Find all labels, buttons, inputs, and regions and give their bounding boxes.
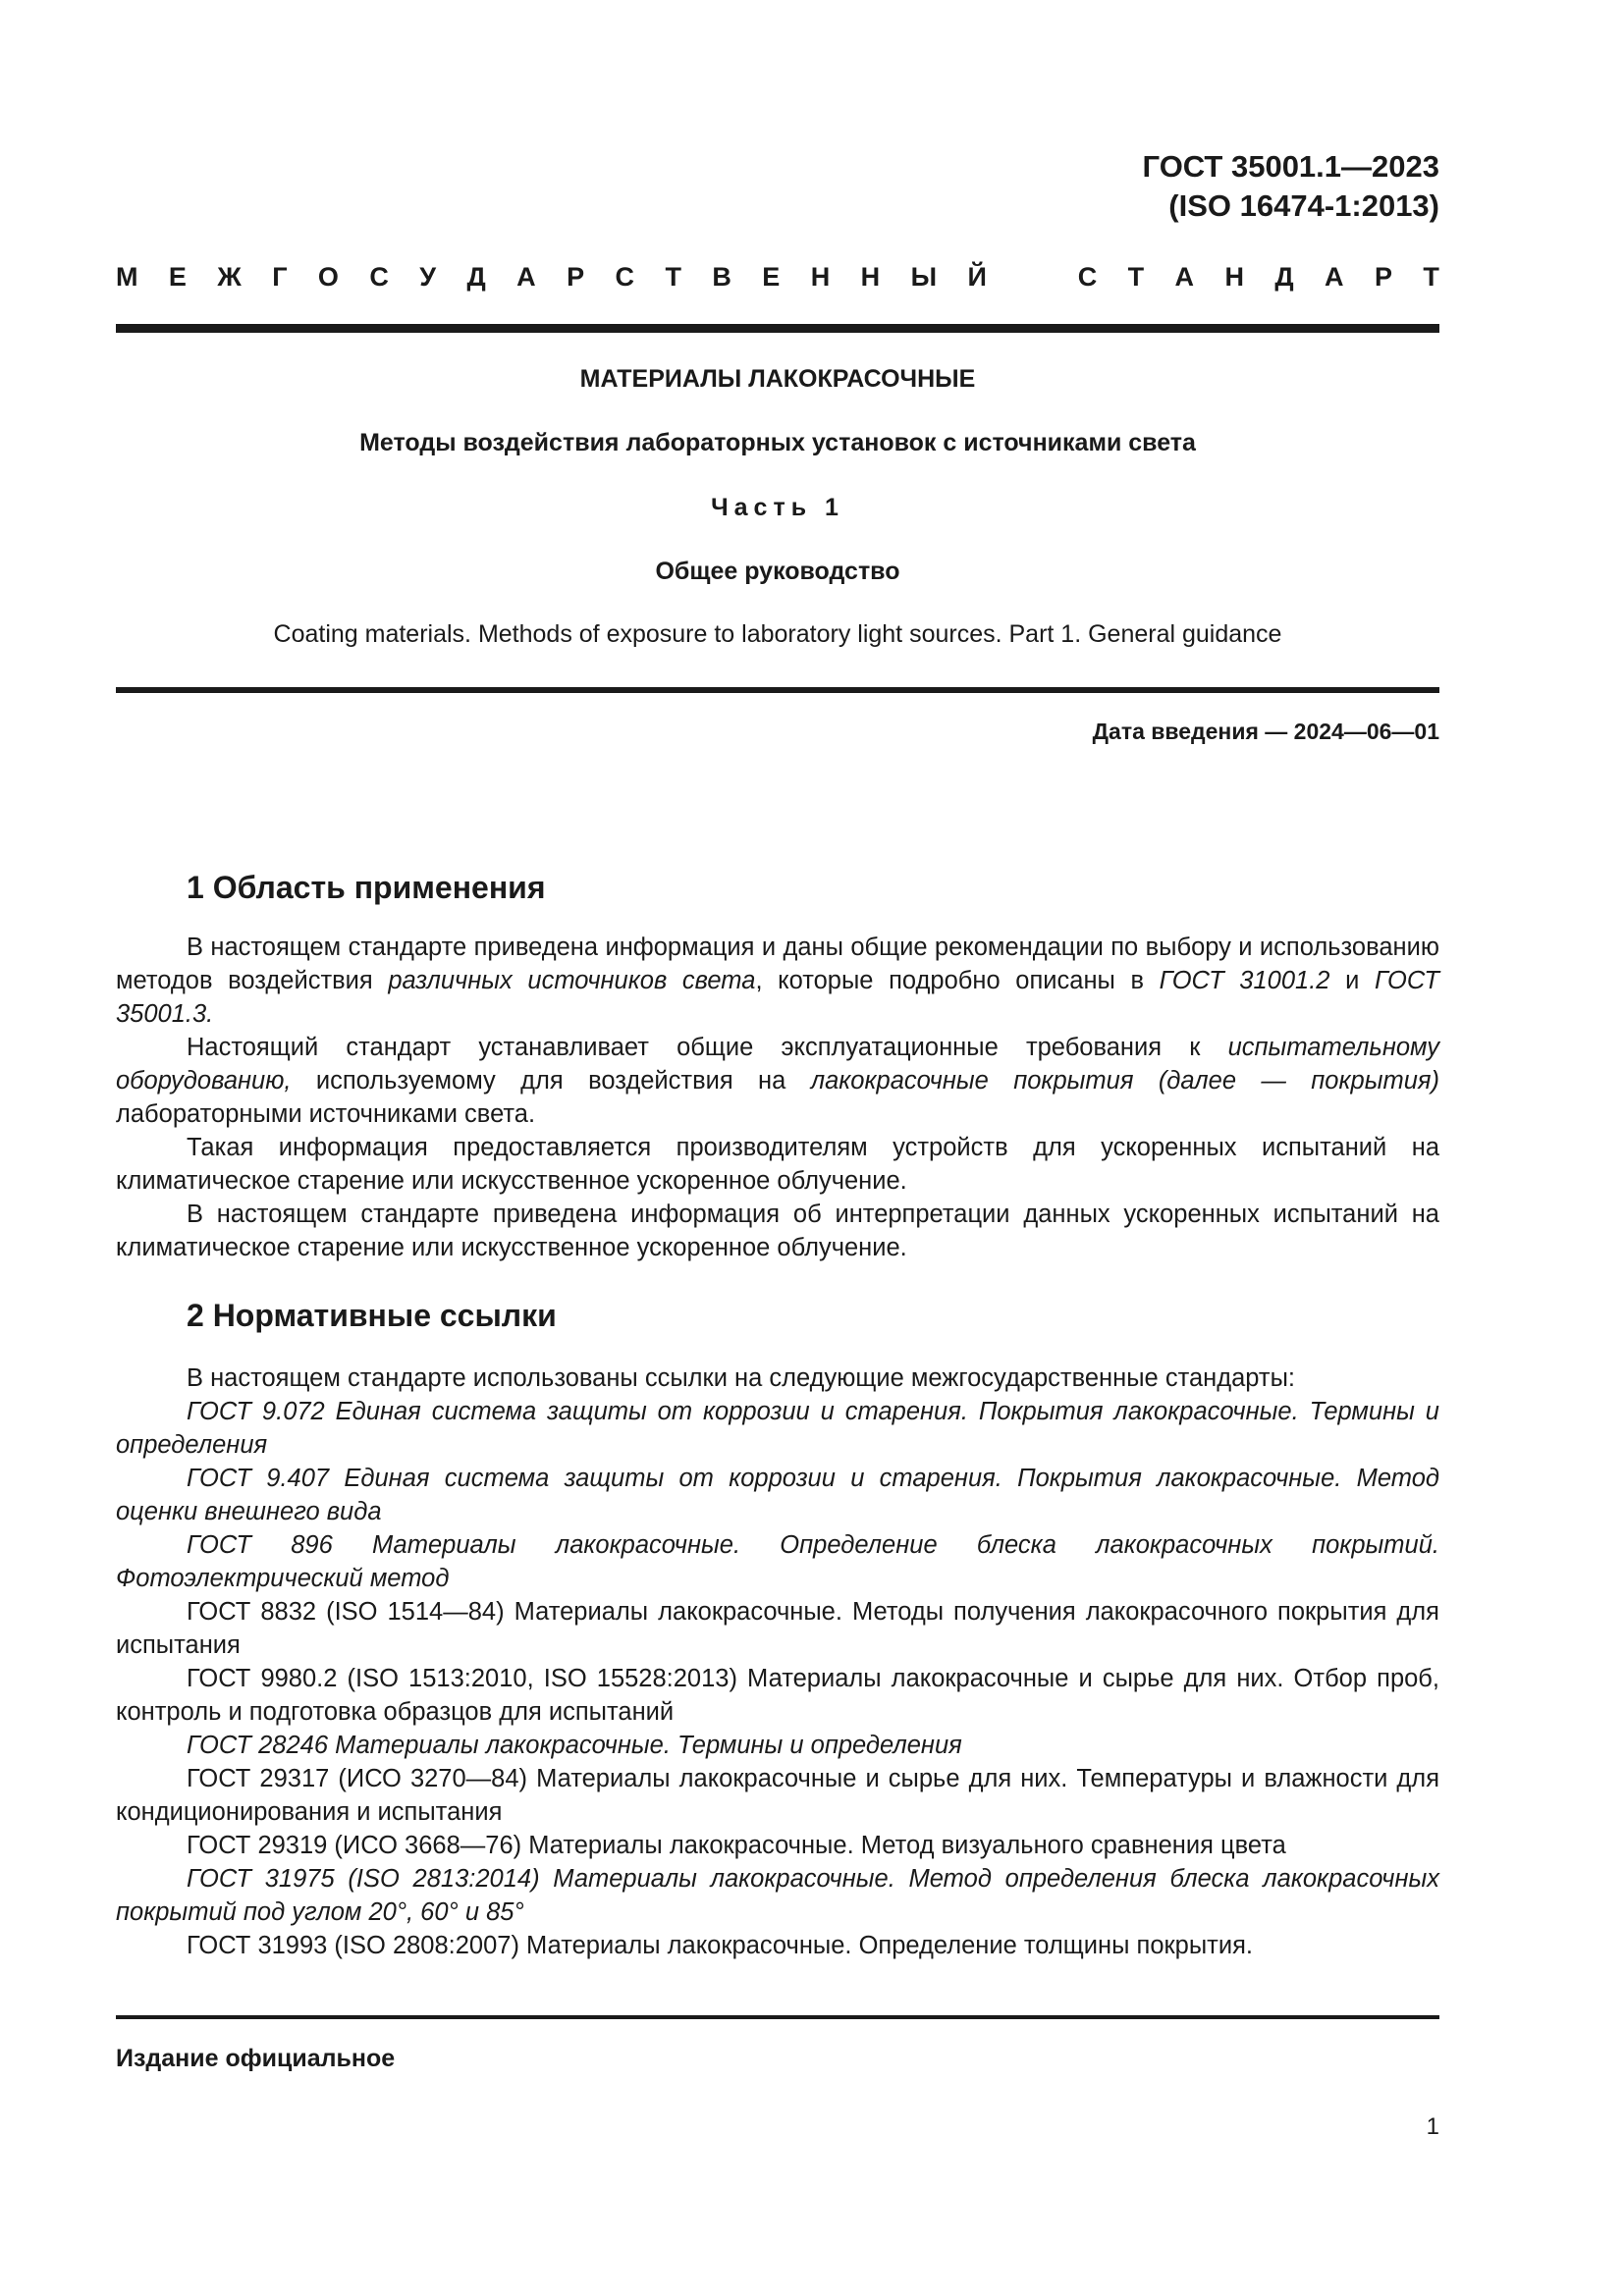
reference-item: ГОСТ 29317 (ИСО 3270—84) Материалы лакокрасочные и сырье для них. Температуры и влажности для кондиционирования и испытания (116, 1765, 1439, 1826)
reference-item (116, 1729, 1439, 1762)
italic-term: различных источников света (388, 967, 756, 994)
text-run: лабораторными источниками света. (116, 1100, 536, 1128)
reference-item: ГОСТ 8832 (ISO 1514—84) Материалы лакокрасочные. Методы получения лакокрасочного покрытия для испытания (116, 1598, 1439, 1659)
italic-term: испытательному оборудованию, (116, 1034, 1439, 1095)
italic-reference: ГОСТ 9.072 Единая система защиты от коррозии и старения. Покрытия лакокрасочные. Термины и определения (116, 1398, 1439, 1459)
heading-letter: Д (466, 261, 486, 292)
heading-letter: Т (1423, 261, 1439, 292)
heading-letter: Т (665, 261, 681, 292)
italic-reference: ГОСТ 31975 (ISO 2813:2014) Материалы лакокрасочные. Метод определения блеска лакокрасочных покрытий под углом 20°, 60° и 85° (116, 1865, 1439, 1926)
text-run: Настоящий стандарт устанавливает общие эксплуатационные требования к (187, 1034, 1228, 1061)
heading-letter: А (1174, 261, 1195, 292)
text-run: используемому для воздействия на (291, 1067, 811, 1095)
heading-letter: Т (1127, 261, 1145, 292)
reference-item (116, 1395, 1439, 1462)
paragraph (116, 1031, 1439, 1131)
interstate-standard-heading (116, 259, 1439, 294)
reference-item: ГОСТ 9980.2 (ISO 1513:2010, ISO 15528:2013) Материалы лакокрасочные и сырье для них. Отбор проб, контроль и подготовка образцов для испытаний (116, 1665, 1439, 1726)
reference-item: ГОСТ 29319 (ИСО 3668—76) Материалы лакокрасочные. Метод визуального сравнения цвета (187, 1832, 1286, 1859)
heading-letter: С (369, 261, 389, 292)
reference-item (116, 1862, 1439, 1929)
text-run: , которые подробно описаны в (755, 967, 1160, 994)
text-run: и (1329, 967, 1375, 994)
reference-item: ГОСТ 31993 (ISO 2808:2007) Материалы лакокрасочные. Определение толщины покрытия. (187, 1932, 1253, 1959)
heading-letter: Н (810, 261, 831, 292)
italic-reference: ГОСТ 35001.3. (116, 967, 1439, 1028)
standard-subtitle: Методы воздействия лабораторных установок с источниками света (359, 429, 1196, 456)
heading-letter: С (1077, 261, 1098, 292)
heading-letter: О (317, 261, 339, 292)
reference-item (116, 1528, 1439, 1595)
heading-letter: Ы (910, 261, 938, 292)
top-divider (116, 324, 1439, 333)
part-title: Общее руководство (655, 558, 900, 585)
heading-letter: М (116, 261, 138, 292)
heading-letter: Е (168, 261, 187, 292)
paragraph: В настоящем стандарте использованы ссылки на следующие межгосударственные стандарты: (187, 1364, 1295, 1392)
heading-letter: Й (967, 261, 987, 292)
heading-letter: В (712, 261, 731, 292)
english-title: Coating materials. Methods of exposure to laboratory light sources. Part 1. General guidance (273, 620, 1282, 648)
reference-item (116, 1462, 1439, 1528)
heading-letter: С (615, 261, 635, 292)
italic-reference: ГОСТ 28246 Материалы лакокрасочные. Термины и определения (187, 1732, 962, 1759)
heading-letter: Н (1224, 261, 1244, 292)
introduction-date: Дата введения — 2024—06—01 (1092, 719, 1439, 744)
heading-letter: А (1325, 261, 1344, 292)
italic-term: лакокрасочные покрытия (далее — покрытия) (810, 1067, 1440, 1095)
heading-letter: А (516, 261, 536, 292)
heading-letter: Р (567, 261, 585, 292)
italic-reference: ГОСТ 9.407 Единая система защиты от коррозии и старения. Покрытия лакокрасочные. Метод оценки внешнего вида (116, 1465, 1439, 1525)
official-edition-label: Издание официальное (116, 2045, 396, 2072)
section-1-title: 1 Область применения (187, 870, 546, 905)
text-run: В настоящем стандарте приведена информация и даны общие рекомендации по выбору и использованию методов воздействия (116, 934, 1439, 994)
heading-letter: У (419, 261, 437, 292)
heading-letter: Р (1374, 261, 1392, 292)
paragraph: В настоящем стандарте приведена информация об интерпретации данных ускоренных испытаний на климатическое старение или искусственное ускоренное облучение. (116, 1201, 1439, 1261)
heading-letter: Д (1274, 261, 1294, 292)
title-divider (116, 687, 1439, 693)
italic-reference: ГОСТ 31001.2 (1159, 967, 1330, 994)
page-number: 1 (1426, 2113, 1439, 2140)
heading-letter: Г (272, 261, 288, 292)
heading-letter: Е (762, 261, 781, 292)
section-2-body (116, 1362, 1439, 1962)
iso-number: (ISO 16474-1:2013) (1168, 188, 1439, 223)
section-1-body (116, 931, 1439, 1264)
paragraph (116, 931, 1439, 1031)
gost-number: ГОСТ 35001.1—2023 (1142, 149, 1439, 184)
heading-letter: Н (860, 261, 881, 292)
italic-reference: ГОСТ 896 Материалы лакокрасочные. Определение блеска лакокрасочных покрытий. Фотоэлектрический метод (116, 1531, 1439, 1592)
heading-letter: Ж (217, 261, 242, 292)
part-label: Часть 1 (711, 494, 844, 521)
gost-designation (1143, 147, 1439, 226)
paragraph: Такая информация предоставляется производителям устройств для ускоренных испытаний на климатическое старение или искусственное ускоренное облучение. (116, 1134, 1439, 1195)
standard-title: МАТЕРИАЛЫ ЛАКОКРАСОЧНЫЕ (579, 365, 976, 393)
footer-divider (116, 2015, 1439, 2019)
section-2-title: 2 Нормативные ссылки (187, 1298, 557, 1333)
